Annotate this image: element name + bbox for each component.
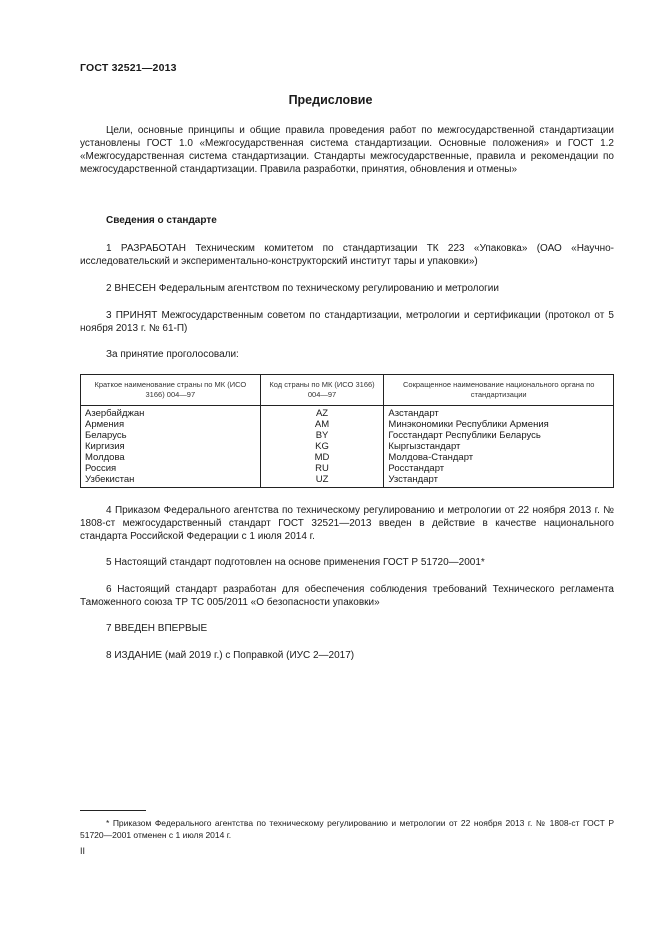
- footnote: * Приказом Федерального агентства по техническому регулированию и метрологии от 22 ноября 2013 г. № 1808-ст ГОСТ Р 51720—2001 отменен с 1 июля 2014 г.: [80, 818, 614, 840]
- country-code: RU: [260, 463, 384, 474]
- info-item-4: 4 Приказом Федерального агентства по техническому регулированию и метрологии от 22 ноября 2013 г. № 1808-ст межгосударственный стандарт ГОСТ 32521—2013 введен в действие в качестве национального стандарта Российской Федерации с 1 июля 2014 г.: [80, 505, 614, 542]
- header-country-name: Краткое наименование страны по МК (ИСО 3166) 004—97: [81, 375, 261, 406]
- info-item-5: 5 Настоящий стандарт подготовлен на основе применения ГОСТ Р 51720—2001*: [106, 557, 485, 568]
- header-country-code: Код страны по МК (ИСО 3166) 004—97: [260, 375, 384, 406]
- country-name: Россия: [81, 463, 261, 474]
- info-item-6: 6 Настоящий стандарт разработан для обеспечения соблюдения требований Технического регламента Таможенного союза ТР ТС 005/2011 «О безопасности упаковки»: [80, 584, 614, 608]
- info-heading: Сведения о стандарте: [106, 215, 217, 226]
- page-number: II: [80, 846, 86, 856]
- table-row: [81, 419, 614, 430]
- country-name: Молдова: [81, 452, 261, 463]
- country-code: AZ: [260, 406, 384, 420]
- country-name: Киргизия: [81, 441, 261, 452]
- table-row: [81, 452, 614, 463]
- footnote-separator: [80, 810, 146, 811]
- country-code: UZ: [260, 474, 384, 488]
- table-row: [81, 441, 614, 452]
- country-code: BY: [260, 430, 384, 441]
- standards-body: Молдова-Стандарт: [384, 452, 614, 463]
- voting-table: [80, 374, 614, 488]
- table-header-row: [81, 375, 614, 406]
- standards-body: Узстандарт: [384, 474, 614, 488]
- info-item-2: 2 ВНЕСЕН Федеральным агентством по техническому регулированию и метрологии: [106, 283, 499, 294]
- info-item-1: 1 РАЗРАБОТАН Техническим комитетом по стандартизации ТК 223 «Упаковка» (ОАО «Научно-исследовательский и экспериментально-конструкторский институт тары и упаковки»): [80, 243, 614, 267]
- standards-body: Росстандарт: [384, 463, 614, 474]
- table-row: [81, 474, 614, 488]
- table-row: [81, 463, 614, 474]
- country-name: Армения: [81, 419, 261, 430]
- info-item-8: 8 ИЗДАНИЕ (май 2019 г.) с Поправкой (ИУС 2—2017): [106, 650, 355, 661]
- country-code: MD: [260, 452, 384, 463]
- header-standards-body: Сокращенное наименование национального органа по стандартизации: [384, 375, 614, 406]
- standards-body: Госстандарт Республики Беларусь: [384, 430, 614, 441]
- country-name: Азербайджан: [81, 406, 261, 420]
- preface-intro: Цели, основные принципы и общие правила проведения работ по межгосударственной стандартизации установлены ГОСТ 1.0 «Межгосударственная система стандартизации. Основные положения» и ГОСТ 1.2 «Межгосударственная система стандартизации. Стандарты межгосударственные, правила и рекомендации по межгосударственной стандартизации. Правила разработки, принятия, обновления и отмены»: [80, 125, 614, 175]
- country-name: Узбекистан: [81, 474, 261, 488]
- country-code: AM: [260, 419, 384, 430]
- preface-title: Предисловие: [288, 93, 373, 107]
- country-name: Беларусь: [81, 430, 261, 441]
- standards-body: Минэкономики Республики Армения: [384, 419, 614, 430]
- info-item-7: 7 ВВЕДЕН ВПЕРВЫЕ: [106, 623, 208, 634]
- standards-body: Кыргызстандарт: [384, 441, 614, 452]
- table-row: [81, 406, 614, 420]
- document-header: ГОСТ 32521—2013: [80, 62, 177, 74]
- voted-label: За принятие проголосовали:: [106, 349, 239, 360]
- table-row: [81, 430, 614, 441]
- standards-body: Азстандарт: [384, 406, 614, 420]
- country-code: KG: [260, 441, 384, 452]
- info-item-3: 3 ПРИНЯТ Межгосударственным советом по стандартизации, метрологии и сертификации (протокол от 5 ноября 2013 г. № 61-П): [80, 310, 614, 334]
